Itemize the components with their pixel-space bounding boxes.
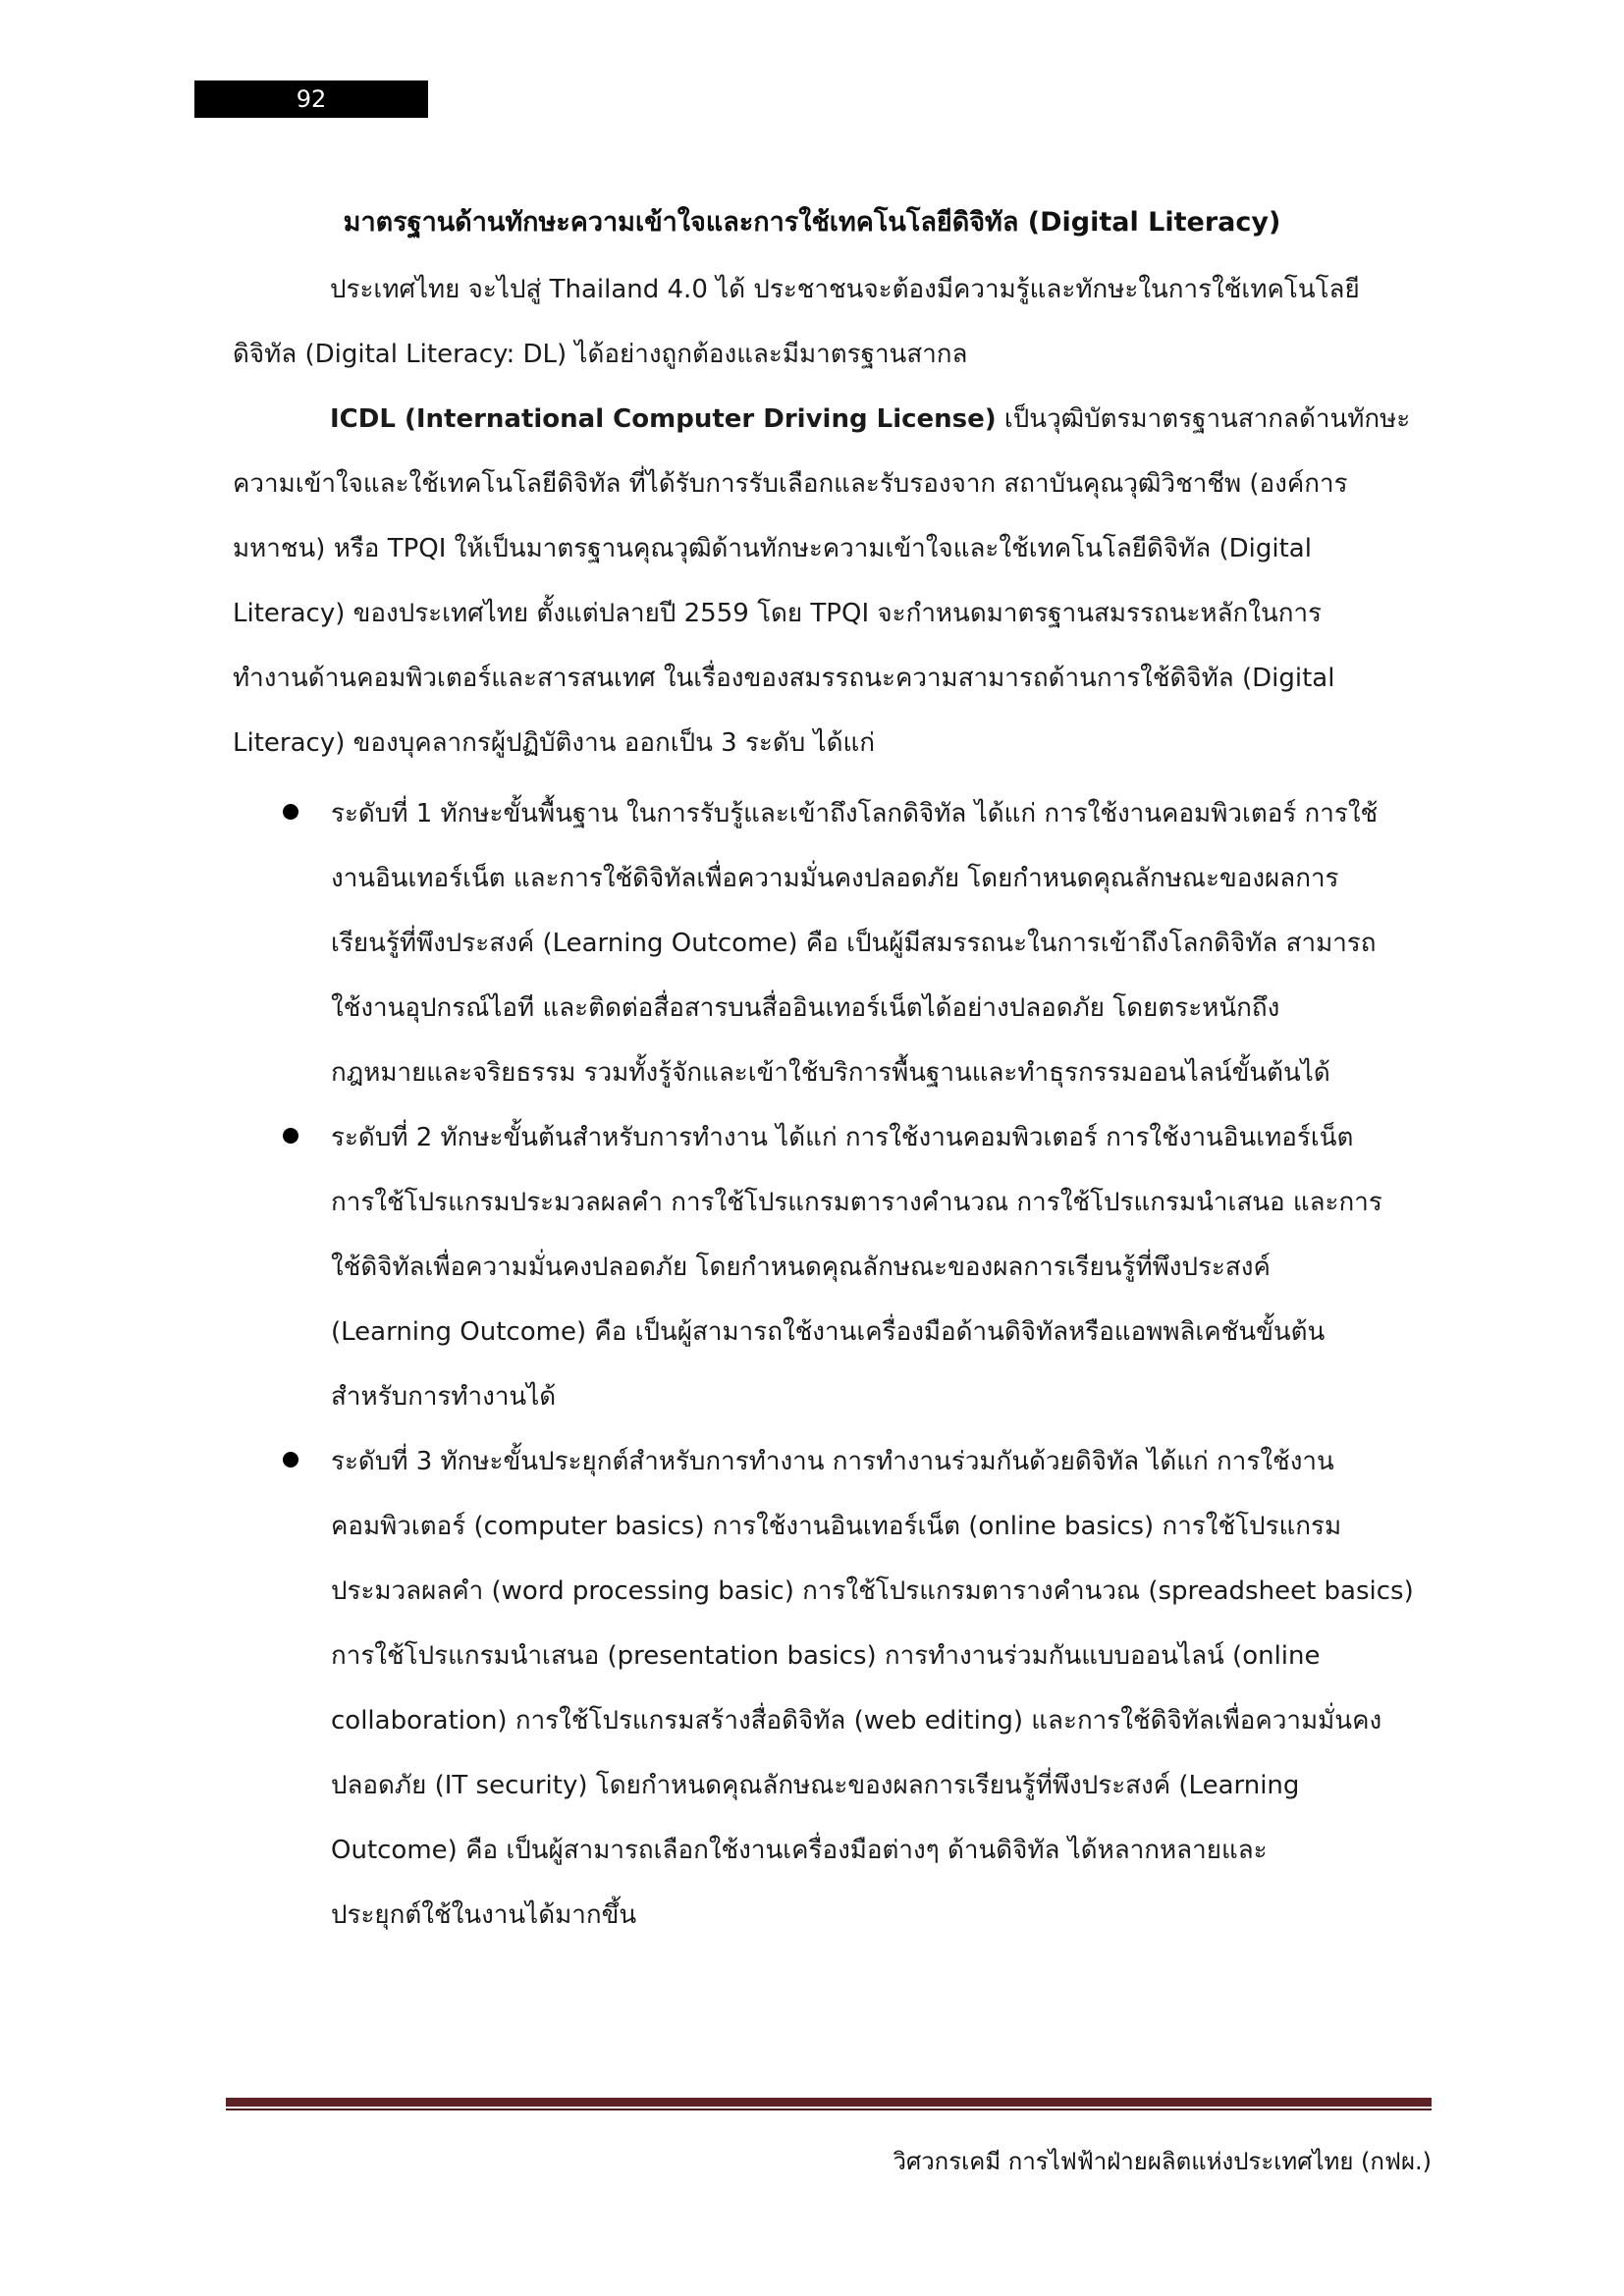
level-item-2 (233, 1117, 1431, 1441)
level-2-line: ใช้ดิจิทัลเพื่อความมั่นคงปลอดภัย โดยกำหนดคุณลักษณะของผลการเรียนรู้ที่พึงประสงค์ (331, 1253, 1271, 1282)
icdl-line: Literacy) ของประเทศไทย ตั้งแต่ปลายปี 2559 โดย TPQI จะกำหนดมาตรฐานสมรรถนะหลักในการ (233, 599, 1323, 628)
page-number: 92 (194, 80, 428, 118)
icdl-line: ทำงานด้านคอมพิวเตอร์และสารสนเทศ ในเรื่องของสมรรถนะความสามารถด้านการใช้ดิจิทัล (Digital (233, 664, 1335, 693)
level-1-line: เรียนรู้ที่พึงประสงค์ (Learning Outcome) คือ เป็นผู้มีสมรรถนะในการเข้าถึงโลกดิจิทัล สามารถ (331, 929, 1377, 958)
icdl-lead: ICDL (International Computer Driving License) (330, 404, 997, 434)
level-3-line: ประยุกต์ใช้ในงานได้มากขึ้น (331, 1900, 637, 1930)
icdl-line: มหาชน) หรือ TPQI ให้เป็นมาตรฐานคุณวุฒิด้านทักษะความเข้าใจและใช้เทคโนโลยีดิจิทัล (Digital (233, 534, 1312, 563)
intro-line: ประเทศไทย จะไปสู่ Thailand 4.0 ได้ ประชาชนจะต้องมีความรู้และทักษะในการใช้เทคโนโลยี (330, 275, 1360, 304)
footer-rule-thin (226, 2109, 1432, 2110)
level-3-line: คอมพิวเตอร์ (computer basics) การใช้งานอินเทอร์เน็ต (online basics) การใช้โปรแกรม (331, 1512, 1342, 1541)
level-2-line: (Learning Outcome) คือ เป็นผู้สามารถใช้งานเครื่องมือด้านดิจิทัลหรือแอพพลิเคชันขั้นต้น (331, 1317, 1326, 1347)
level-3-line: ปลอดภัย (IT security) โดยกำหนดคุณลักษณะของผลการเรียนรู้ที่พึงประสงค์ (Learning (331, 1771, 1300, 1800)
body-text (233, 269, 1411, 787)
level-1-line: กฎหมายและจริยธรรม รวมทั้งรู้จักและเข้าใช้บริการพื้นฐานและทำธุรกรรมออนไลน์ขั้นต้นได้ (331, 1058, 1330, 1088)
footer-text: วิศวกรเคมี การไฟฟ้าฝ่ายผลิตแห่งประเทศไทย (กฟผ.) (893, 2148, 1432, 2175)
level-1-line: ระดับที่ 1 ทักษะขั้นพื้นฐาน ในการรับรู้และเข้าถึงโลกดิจิทัล ได้แก่ การใช้งานคอมพิวเตอร์ การใช้ (331, 799, 1379, 828)
level-3-line: ประมวลผลคำ (word processing basic) การใช้โปรแกรมตารางคำนวณ (spreadsheet basics) (331, 1576, 1414, 1606)
level-item-3 (233, 1441, 1431, 1959)
icdl-first-line-rest: เป็นวุฒิบัตรมาตรฐานสากลด้านทักษะ (996, 404, 1411, 434)
level-2-line: ระดับที่ 2 ทักษะขั้นต้นสำหรับการทำงาน ได้แก่ การใช้งานคอมพิวเตอร์ การใช้งานอินเทอร์เน็ต (331, 1123, 1354, 1152)
footer-rule (226, 2098, 1432, 2107)
icdl-line (233, 399, 1411, 463)
bullet-icon (283, 804, 298, 820)
icdl-line: Literacy) ของบุคลากรผู้ปฏิบัติงาน ออกเป็น 3 ระดับ ได้แก่ (233, 728, 875, 758)
level-item-1 (233, 793, 1431, 1117)
bullet-icon (283, 1452, 298, 1468)
section-title: มาตรฐานด้านทักษะความเข้าใจและการใช้เทคโนโลยีดิจิทัล (Digital Literacy) (343, 207, 1281, 238)
level-3-line: Outcome) คือ เป็นผู้สามารถเลือกใช้งานเครื่องมือต่างๆ ด้านดิจิทัล ได้หลากหลายและ (331, 1836, 1268, 1865)
bullet-icon (283, 1128, 298, 1144)
level-2-line: การใช้โปรแกรมประมวลผลคำ การใช้โปรแกรมตารางคำนวณ การใช้โปรแกรมนำเสนอ และการ (331, 1188, 1382, 1217)
level-3-line: collaboration) การใช้โปรแกรมสร้างสื่อดิจิทัล (web editing) และการใช้ดิจิทัลเพื่อความมั่นคง (331, 1706, 1382, 1735)
level-list (233, 793, 1431, 1959)
level-2-line: สำหรับการทำงานได้ (331, 1382, 557, 1412)
intro-line: ดิจิทัล (Digital Literacy: DL) ได้อย่างถูกต้องและมีมาตรฐานสากล (233, 340, 968, 369)
level-1-line: ใช้งานอุปกรณ์ไอที และติดต่อสื่อสารบนสื่ออินเทอร์เน็ตได้อย่างปลอดภัย โดยตระหนักถึง (331, 993, 1280, 1023)
level-1-line: งานอินเทอร์เน็ต และการใช้ดิจิทัลเพื่อความมั่นคงปลอดภัย โดยกำหนดคุณลักษณะของผลการ (331, 864, 1339, 893)
level-3-line: ระดับที่ 3 ทักษะขั้นประยุกต์สำหรับการทำงาน การทำงานร่วมกันด้วยดิจิทัล ได้แก่ การใช้งาน (331, 1447, 1334, 1476)
icdl-line: ความเข้าใจและใช้เทคโนโลยีดิจิทัล ที่ได้รับการรับเลือกและรับรองจาก สถาบันคุณวุฒิวิชาชีพ (องค์การ (233, 469, 1348, 499)
level-3-line: การใช้โปรแกรมนำเสนอ (presentation basics) การทำงานร่วมกันแบบออนไลน์ (online (331, 1641, 1321, 1671)
